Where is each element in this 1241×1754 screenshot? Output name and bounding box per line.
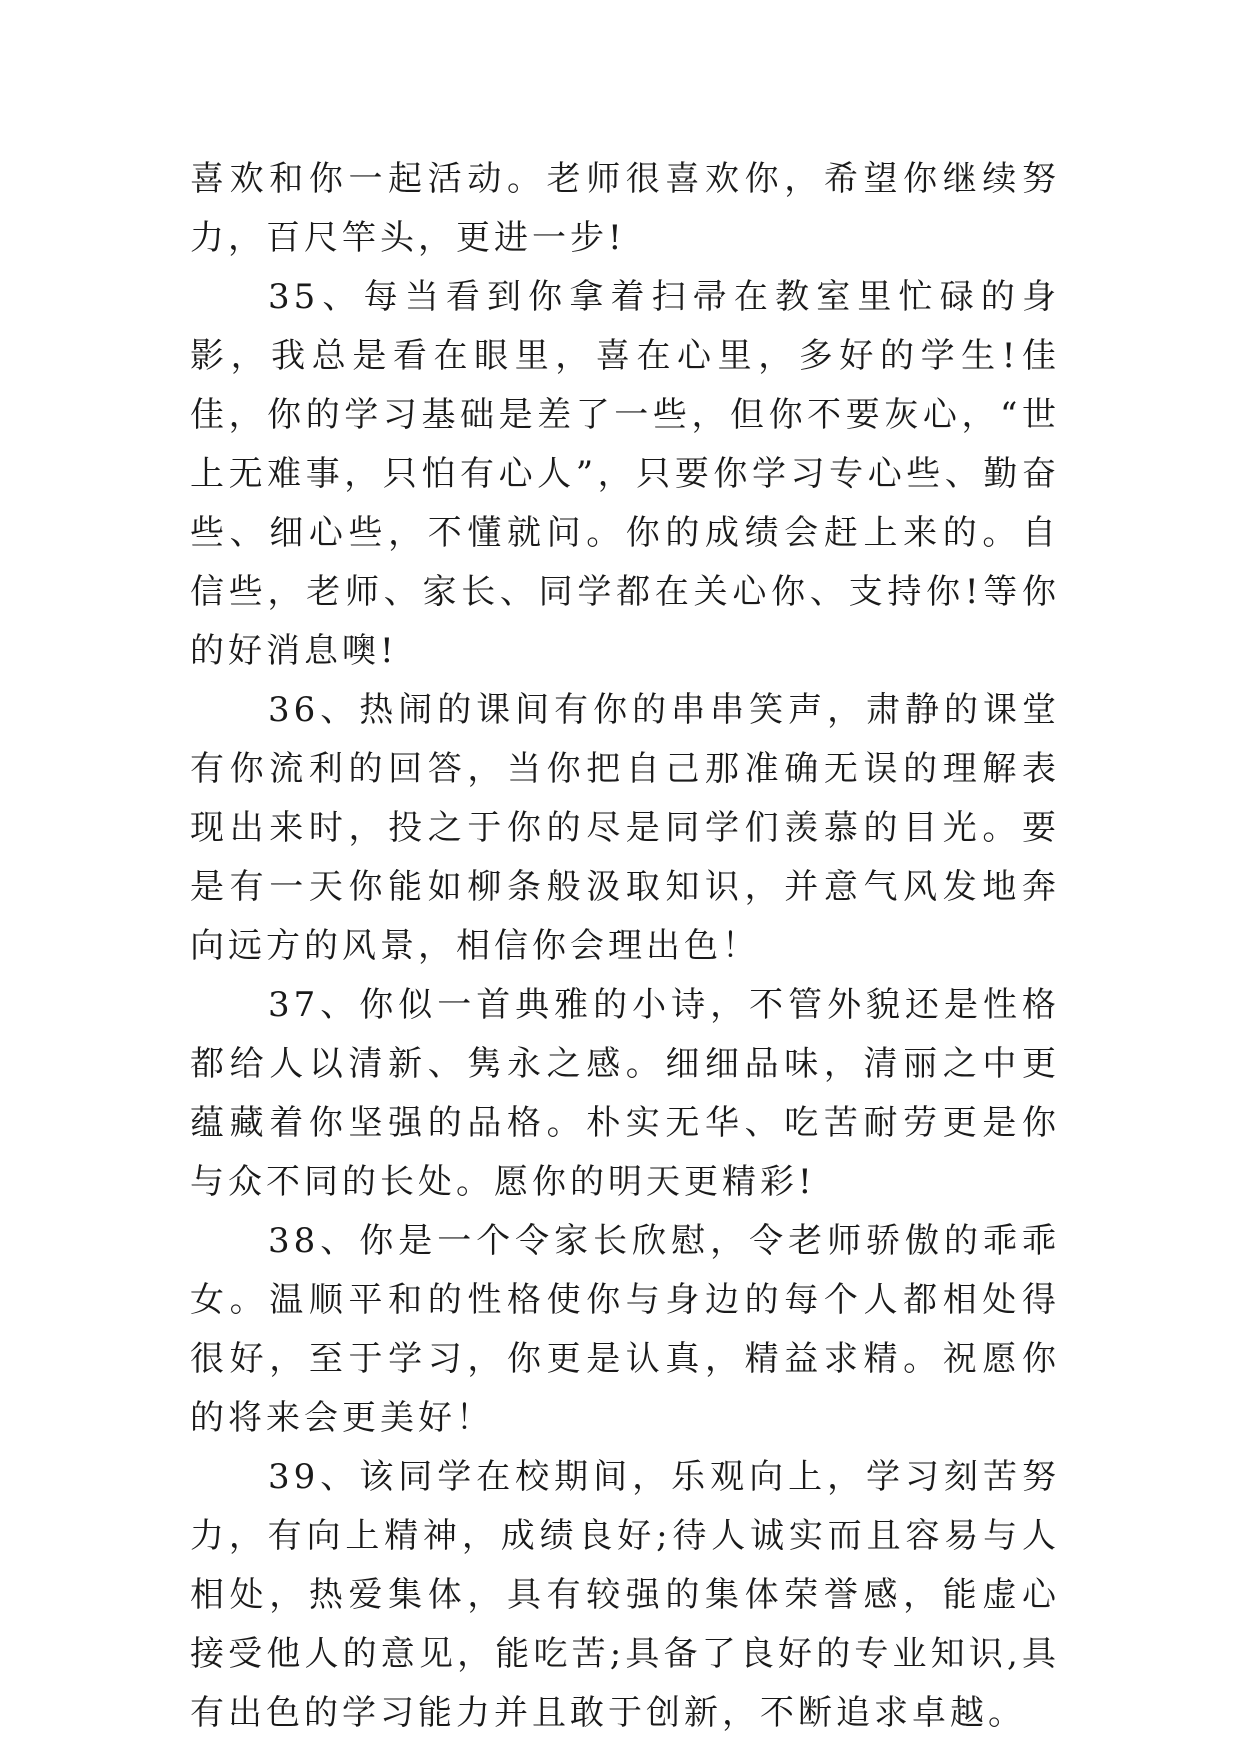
paragraph-39: 39、该同学在校期间，乐观向上，学习刻苦努力，有向上精神，成绩良好;待人诚实而且容易与人相处，热爱集体，具有较强的集体荣誉感，能虚心接受他人的意见，能吃苦;具备了良好的专业知识,具有出色的学习能力并且敢于创新，不断追求卓越。 (190, 1457, 1060, 1733)
paragraph-38: 38、你是一个令家长欣慰，令老师骄傲的乖乖女。温顺平和的性格使你与身边的每个人都相处得很好，至于学习，你更是认真，精益求精。祝愿你的将来会更美好！ (190, 1221, 1060, 1438)
paragraph-34-continued: 喜欢和你一起活动。老师很喜欢你，希望你继续努力，百尺竿头，更进一步! (190, 159, 1060, 258)
document-body (190, 150, 1060, 1743)
paragraph-35: 35、每当看到你拿着扫帚在教室里忙碌的身影，我总是看在眼里，喜在心里，多好的学生!佳佳，你的学习基础是差了一些，但你不要灰心，“世上无难事，只怕有心人”，只要你学习专心些、勤奋些、细心些，不懂就问。你的成绩会赶上来的。自信些，老师、家长、同学都在关心你、支持你!等你的好消息噢! (190, 277, 1060, 671)
paragraph-36: 36、热闹的课间有你的串串笑声，肃静的课堂有你流利的回答，当你把自己那准确无误的理解表现出来时，投之于你的尽是同学们羡慕的目光。要是有一天你能如柳条般汲取知识，并意气风发地奔向远方的风景，相信你会理出色！ (190, 690, 1060, 966)
paragraph-37: 37、你似一首典雅的小诗，不管外貌还是性格都给人以清新、隽永之感。细细品味，清丽之中更蕴藏着你坚强的品格。朴实无华、吃苦耐劳更是你与众不同的长处。愿你的明天更精彩! (190, 985, 1060, 1202)
